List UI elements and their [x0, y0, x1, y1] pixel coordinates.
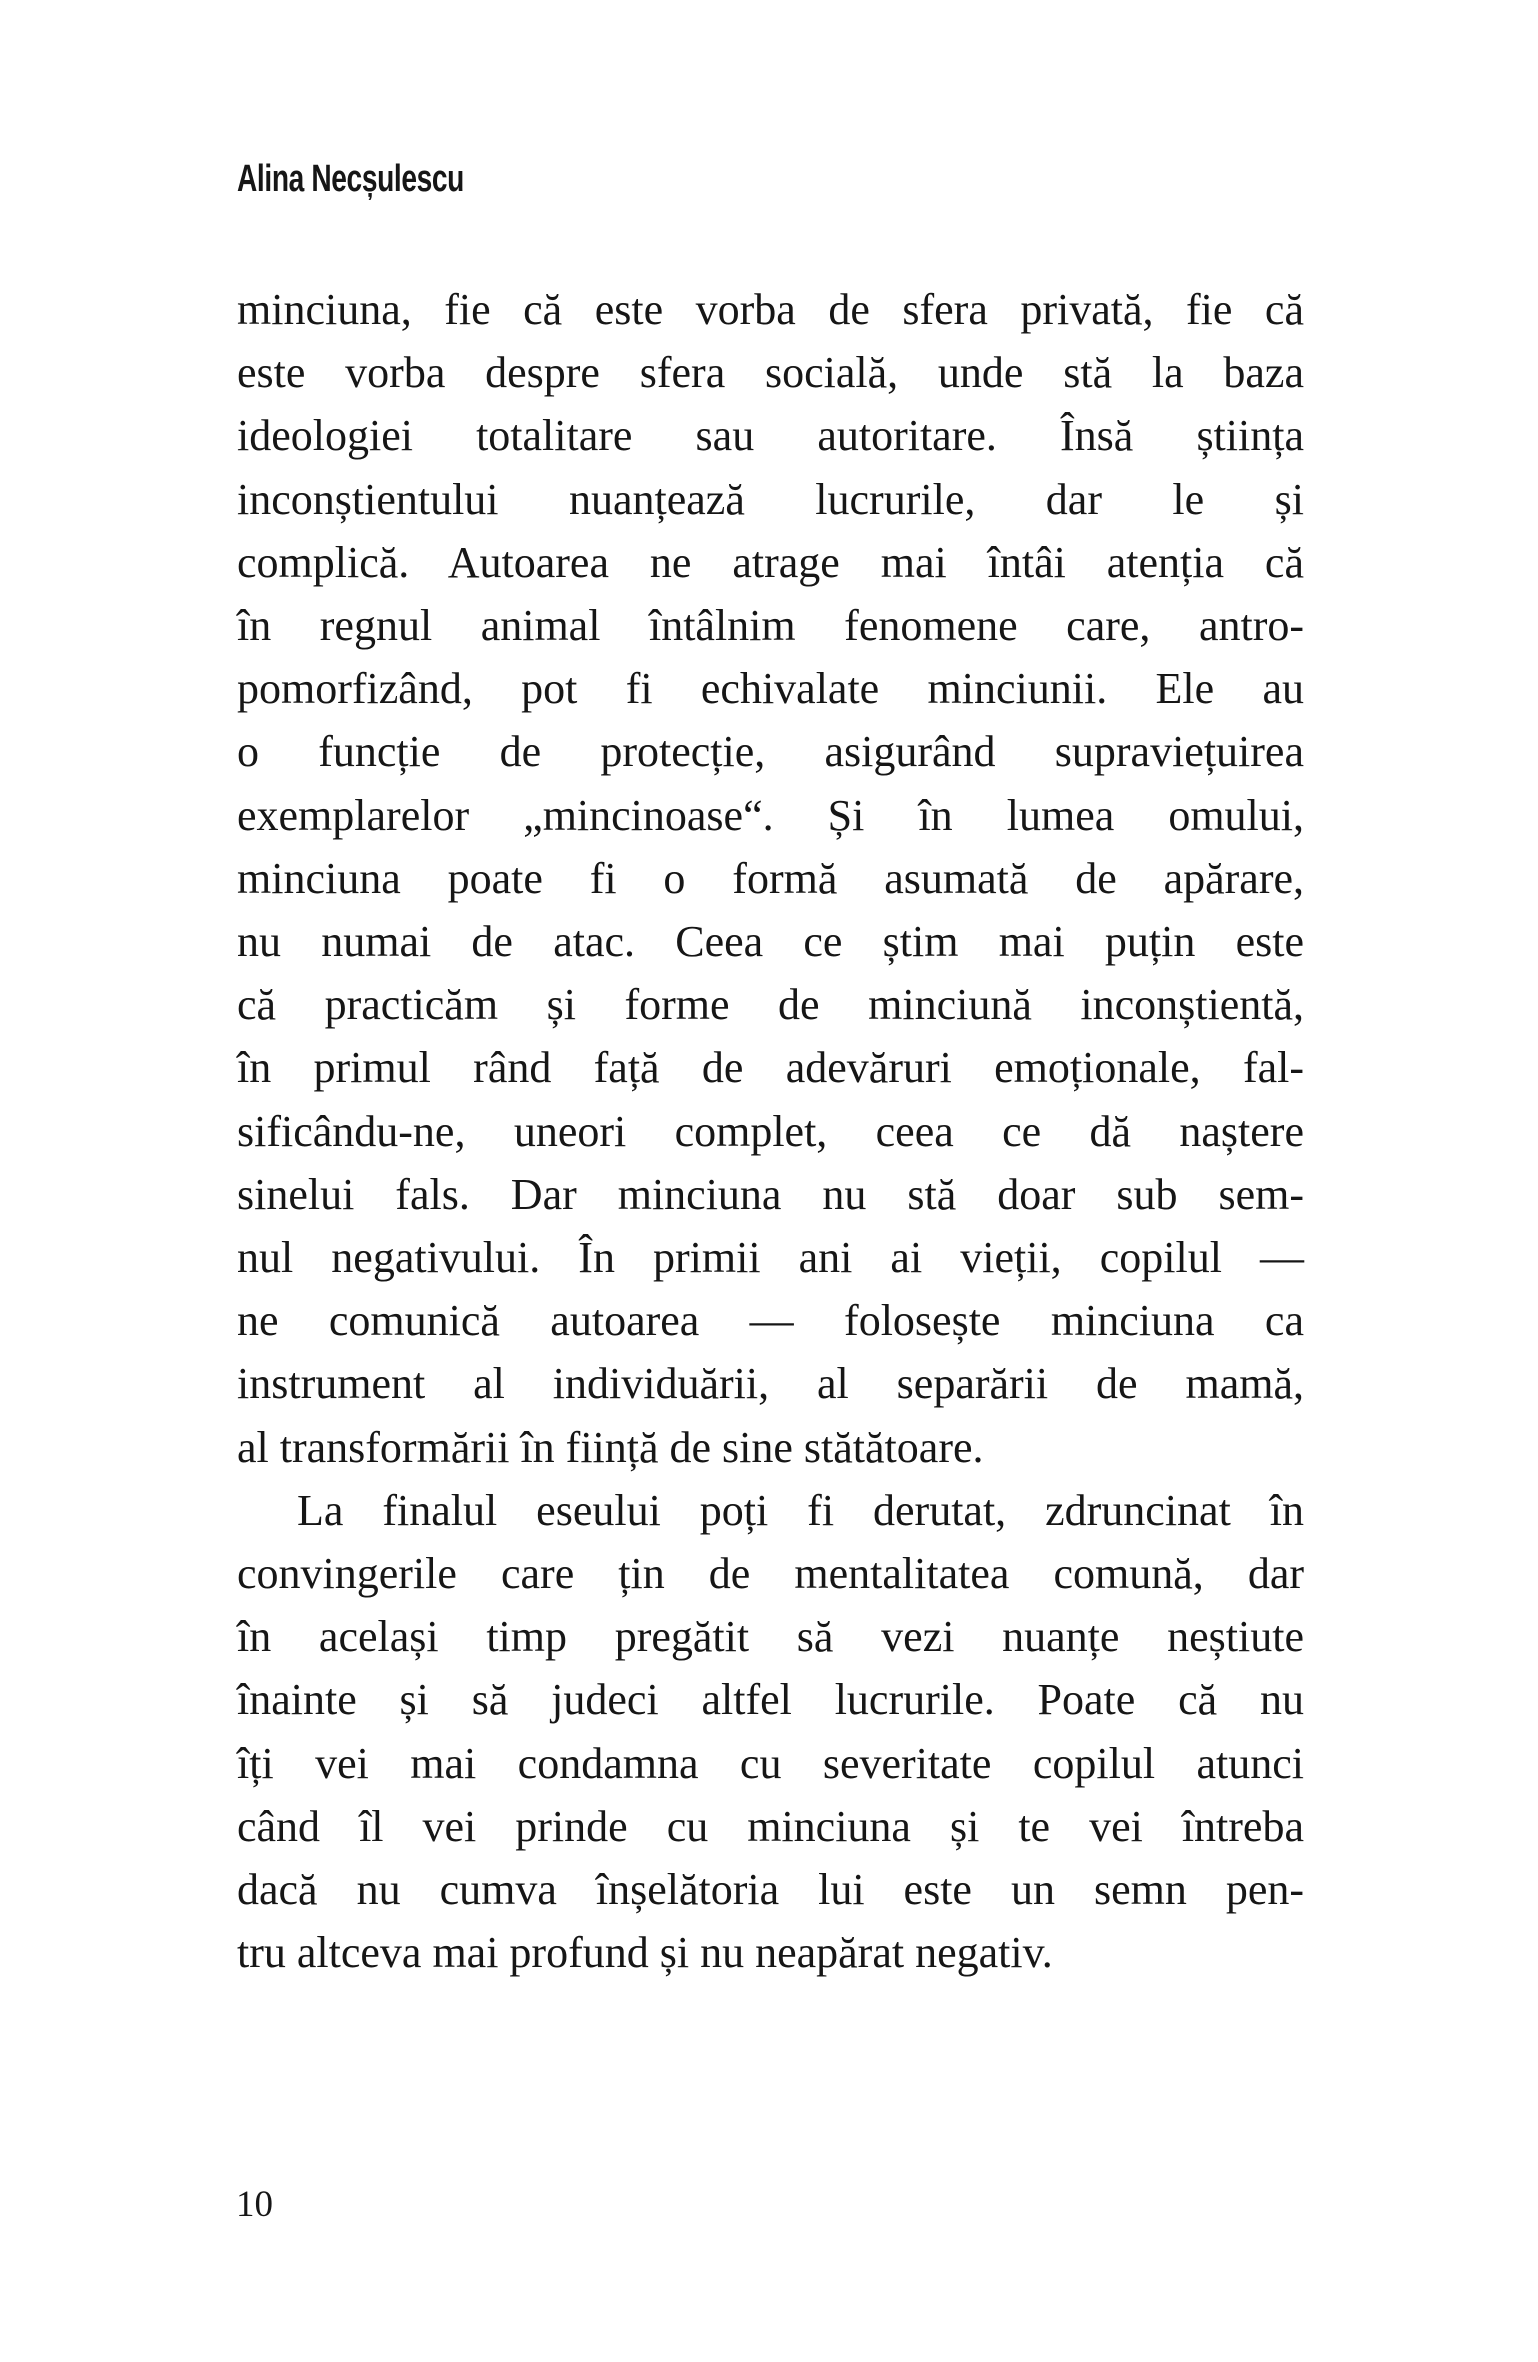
text-line: exemplarelor „mincinoase“. Și în lumea omului,	[237, 790, 1304, 840]
text-line: al transformării în ființă de sine stătătoare.	[237, 1422, 984, 1472]
text-line: în primul rând față de adevăruri emoționale, fal-	[237, 1043, 1304, 1093]
text-line: nu numai de atac. Ceea ce știm mai puțin este	[237, 917, 1304, 967]
text-line: inconștientului nuanțează lucrurile, dar le și	[237, 474, 1304, 524]
text-line: în același timp pregătit să vezi nuanțe neștiute	[237, 1612, 1304, 1662]
text-line: convingerile care țin de mentalitatea comună, dar	[237, 1549, 1304, 1599]
text-line: complică. Autoarea ne atrage mai întâi atenția că	[237, 537, 1304, 587]
text-line: minciuna poate fi o formă asumată de apărare,	[237, 853, 1304, 903]
text-line: sificându-ne, uneori complet, ceea ce dă naștere	[237, 1106, 1304, 1156]
author-name: Alina Necșulescu	[237, 158, 464, 200]
text-line: că practicăm și forme de minciună inconștientă,	[237, 980, 1304, 1030]
text-line: dacă nu cumva înșelătoria lui este un semn pen-	[237, 1865, 1304, 1915]
text-line: o funcție de protecție, asigurând supraviețuirea	[237, 727, 1304, 777]
text-line: La finalul eseului poți fi derutat, zdruncinat în	[297, 1485, 1304, 1535]
text-line: tru altceva mai profund și nu neapărat negativ.	[237, 1928, 1053, 1978]
running-header-author	[237, 156, 544, 202]
text-line: când îl vei prinde cu minciuna și te vei întreba	[237, 1801, 1304, 1851]
text-line: în regnul animal întâlnim fenomene care, antro-	[237, 601, 1304, 651]
text-line: este vorba despre sfera socială, unde stă la baza	[237, 348, 1304, 398]
text-line: instrument al individuării, al separării de mamă,	[237, 1359, 1304, 1409]
text-line: înainte și să judeci altfel lucrurile. Poate că nu	[237, 1675, 1304, 1725]
page-number: 10	[236, 2184, 273, 2225]
text-line: ne comunică autoarea — folosește minciuna ca	[237, 1296, 1304, 1346]
text-line: sinelui fals. Dar minciuna nu stă doar sub sem-	[237, 1169, 1304, 1219]
text-line: minciuna, fie că este vorba de sfera privată, fie că	[237, 285, 1304, 334]
text-line: pomorfizând, pot fi echivalate minciunii. Ele au	[237, 664, 1304, 714]
text-line: ideologiei totalitare sau autoritare. Însă știința	[237, 411, 1304, 461]
body-text	[237, 278, 1304, 1984]
text-line: îți vei mai condamna cu severitate copilul atunci	[237, 1738, 1304, 1788]
text-line: nul negativului. În primii ani ai vieții, copilul —	[237, 1233, 1304, 1283]
